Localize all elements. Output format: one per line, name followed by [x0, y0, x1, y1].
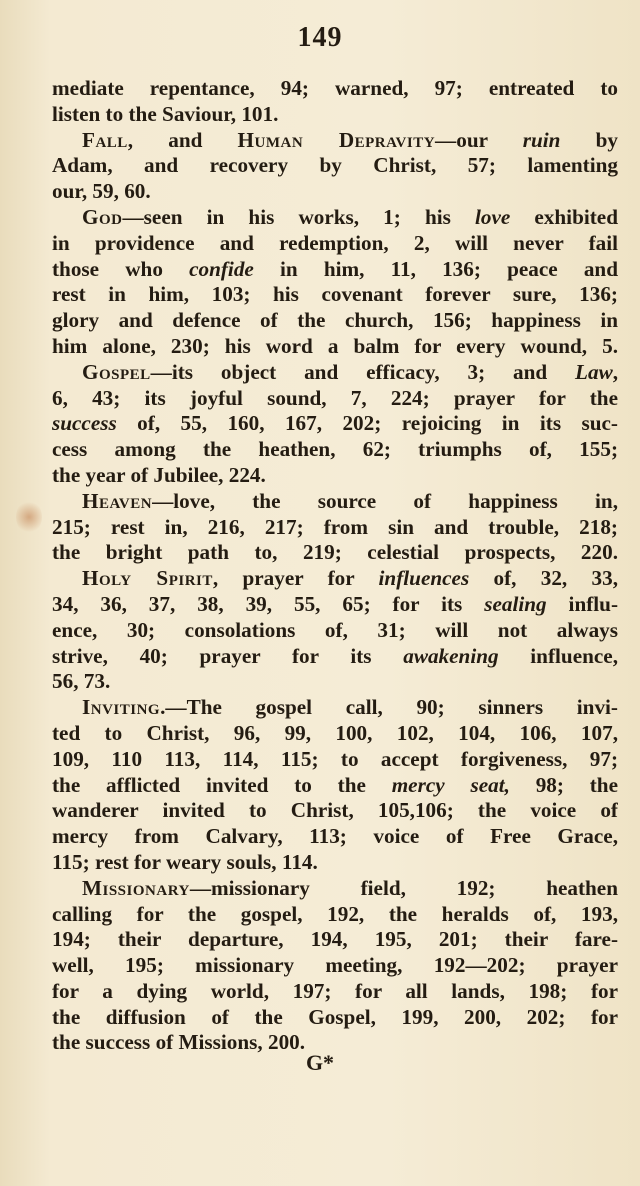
text-segment: 194; their departure, 194, 195, 201; their fare- [52, 927, 618, 952]
text-segment: calling for the gospel, 192, the heralds of, 193, [52, 901, 618, 926]
text-line [52, 773, 618, 799]
text-segment: , [612, 359, 618, 384]
text-line [52, 308, 618, 334]
text-line [52, 747, 618, 773]
text-segment: the diffusion of the Gospel, 199, 200, 202; for [52, 1004, 618, 1029]
text-segment: Adam, and recovery by Christ, 57; lamenting [52, 153, 618, 178]
text-line [52, 798, 618, 824]
text-segment: 109, 110 113, 114, 115; to accept forgiveness, 97; [52, 746, 618, 771]
text-segment: 115; rest for weary souls, 114. [52, 849, 318, 874]
entry-heading: Heaven [82, 488, 153, 513]
text-segment: him alone, 230; his word a balm for every wound, 5. [52, 333, 618, 358]
text-segment: in providence and redemption, 2, will never fail [52, 230, 618, 255]
text-segment: wanderer invited to Christ, 105,106; the voice of [52, 798, 618, 823]
text-segment: , prayer for [212, 566, 379, 591]
text-segment: influ- [546, 591, 618, 616]
text-line [52, 411, 618, 437]
text-segment: .—The gospel call, 90; sinners invi- [160, 695, 618, 720]
text-segment: ted to Christ, 96, 99, 100, 102, 104, 106, 107, [52, 720, 618, 745]
text-line [52, 721, 618, 747]
entry-heading: Human Depravity [237, 127, 436, 152]
text-line [52, 257, 618, 283]
text-line [52, 360, 618, 386]
text-segment: mediate repentance, 94; warned, 97; entreated to [52, 76, 618, 100]
text-segment: —its object and efficacy, 3; and [150, 359, 576, 384]
text-segment: mercy from Calvary, 113; voice of Free Grace, [52, 824, 618, 849]
text-line [52, 179, 618, 205]
text-segment: 215; rest in, 216, 217; from sin and trouble, 218; [52, 514, 618, 539]
text-segment: those who [52, 256, 190, 281]
italic-term: love [474, 204, 511, 229]
text-segment: of, 55, 160, 167, 202; rejoicing in its suc- [116, 411, 618, 436]
signature-mark: G* [305, 1050, 335, 1075]
text-line [52, 128, 618, 154]
page-number: 149 [297, 22, 343, 53]
text-segment: listen to the Saviour, 101. [52, 101, 279, 126]
entry-heading: Gospel [82, 359, 151, 384]
text-segment: —love, the source of happiness in, [152, 488, 618, 513]
text-segment: 6, 43; its joyful sound, 7, 224; prayer for the [52, 385, 618, 410]
italic-term: confide [189, 256, 254, 281]
text-line [52, 592, 618, 618]
italic-term: Law [575, 359, 613, 384]
text-segment: the success of Missions, 200. [52, 1030, 306, 1055]
entry-heading: Fall [82, 127, 128, 152]
text-line [52, 669, 618, 695]
text-line [52, 1005, 618, 1031]
text-segment: —missionary field, 192; heathen [189, 875, 618, 900]
text-segment: 98; the [509, 772, 618, 797]
text-segment: for a dying world, 197; for all lands, 198; for [52, 978, 618, 1003]
entry-heading: God [82, 204, 123, 229]
text-segment: rest in him, 103; his covenant forever sure, 136; [52, 282, 618, 307]
text-segment: 56, 73. [52, 669, 111, 694]
text-line [52, 437, 618, 463]
italic-term: mercy seat, [391, 772, 510, 797]
text-line [52, 205, 618, 231]
entry-heading: Inviting [82, 695, 161, 720]
text-line [52, 618, 618, 644]
text-line [52, 153, 618, 179]
entry-heading: Holy Spirit [82, 566, 213, 591]
text-segment: , and [127, 127, 238, 152]
text-segment: well, 195; missionary meeting, 192—202; prayer [52, 953, 618, 978]
italic-term: awakening [403, 643, 499, 668]
italic-term: ruin [522, 127, 561, 152]
text-line [52, 386, 618, 412]
text-segment: glory and defence of the church, 156; happiness in [52, 308, 618, 333]
text-line [52, 695, 618, 721]
text-line [52, 540, 618, 566]
entry-heading: Missionary [82, 875, 190, 900]
text-segment: the bright path to, 219; celestial prospects, 220. [52, 540, 618, 565]
italic-term: sealing [484, 591, 547, 616]
text-segment: ence, 30; consolations of, 31; will not always [52, 617, 618, 642]
text-segment: —seen in his works, 1; his [122, 204, 475, 229]
text-line [52, 102, 618, 128]
text-segment: of, 32, 33, [469, 566, 618, 591]
text-line [52, 515, 618, 541]
text-line [52, 876, 618, 902]
text-segment: cess among the heathen, 62; triumphs of, 155; [52, 437, 618, 462]
text-segment: the year of Jubilee, 224. [52, 462, 266, 487]
text-segment: in him, 11, 136; peace and [253, 256, 618, 281]
text-line [52, 282, 618, 308]
text-line [52, 644, 618, 670]
text-segment: strive, 40; prayer for its [52, 643, 404, 668]
text-line [52, 927, 618, 953]
text-line [52, 76, 618, 102]
text-line [52, 566, 618, 592]
text-segment: exhibited [510, 204, 618, 229]
index-text [52, 76, 618, 1056]
text-segment: influence, [498, 643, 618, 668]
ink-stain [16, 500, 42, 534]
text-line [52, 489, 618, 515]
text-line [52, 953, 618, 979]
italic-term: influences [378, 566, 470, 591]
italic-term: success [52, 411, 117, 436]
text-line [52, 850, 618, 876]
text-line [52, 902, 618, 928]
text-line [52, 463, 618, 489]
text-segment: our, 59, 60. [52, 179, 151, 204]
text-segment: by [560, 127, 618, 152]
text-line [52, 231, 618, 257]
text-line [52, 824, 618, 850]
text-line [52, 334, 618, 360]
text-segment: —our [435, 127, 523, 152]
text-line [52, 979, 618, 1005]
text-segment: the afflicted invited to the [52, 772, 392, 797]
text-segment: 34, 36, 37, 38, 39, 55, 65; for its [52, 591, 485, 616]
